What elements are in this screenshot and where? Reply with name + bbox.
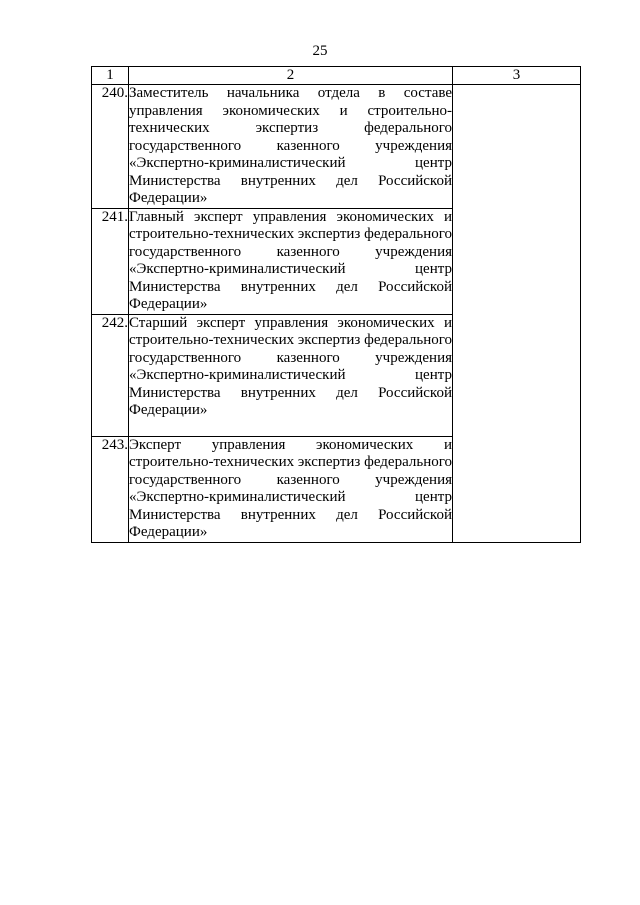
positions-table [91,66,581,543]
row-number: 240. [92,85,129,209]
position-title: Главный эксперт управления экономических и строительно-технических экспертиз федерального государственного казенного учреждения «Экспертно-криминалистический центр Министерства внутренних дел Российской Федерации» [129,208,452,312]
row-note [453,85,581,209]
table-row [92,314,581,436]
table-row [92,208,581,314]
column-header-2: 2 [129,67,453,85]
position-title: Старший эксперт управления экономических и строительно-технических экспертиз федерального государственного казенного учреждения «Экспертно-криминалистический центр Министерства внутренних дел Российской Федерации» [129,314,453,436]
table-row [92,436,581,542]
row-note [453,208,581,314]
table-row [92,85,581,209]
page-number: 25 [312,43,328,59]
column-header-1: 1 [92,67,129,85]
column-header-3: 3 [453,67,581,85]
table-header-row [92,67,581,85]
row-number: 243. [92,436,129,542]
position-title: Заместитель начальника отдела в составе управления экономических и строительно-технических экспертиз федерального государственного казенного учреждения «Экспертно-криминалистический центр Министерства внутренних дел Российской Федерации» [129,85,452,206]
row-number: 242. [92,314,129,436]
row-note [453,436,581,542]
position-title: Эксперт управления экономических и строительно-технических экспертиз федерального государственного казенного учреждения «Экспертно-криминалистический центр Министерства внутренних дел Российской Федерации» [129,436,452,540]
row-number: 241. [92,208,129,314]
row-note [453,314,581,436]
